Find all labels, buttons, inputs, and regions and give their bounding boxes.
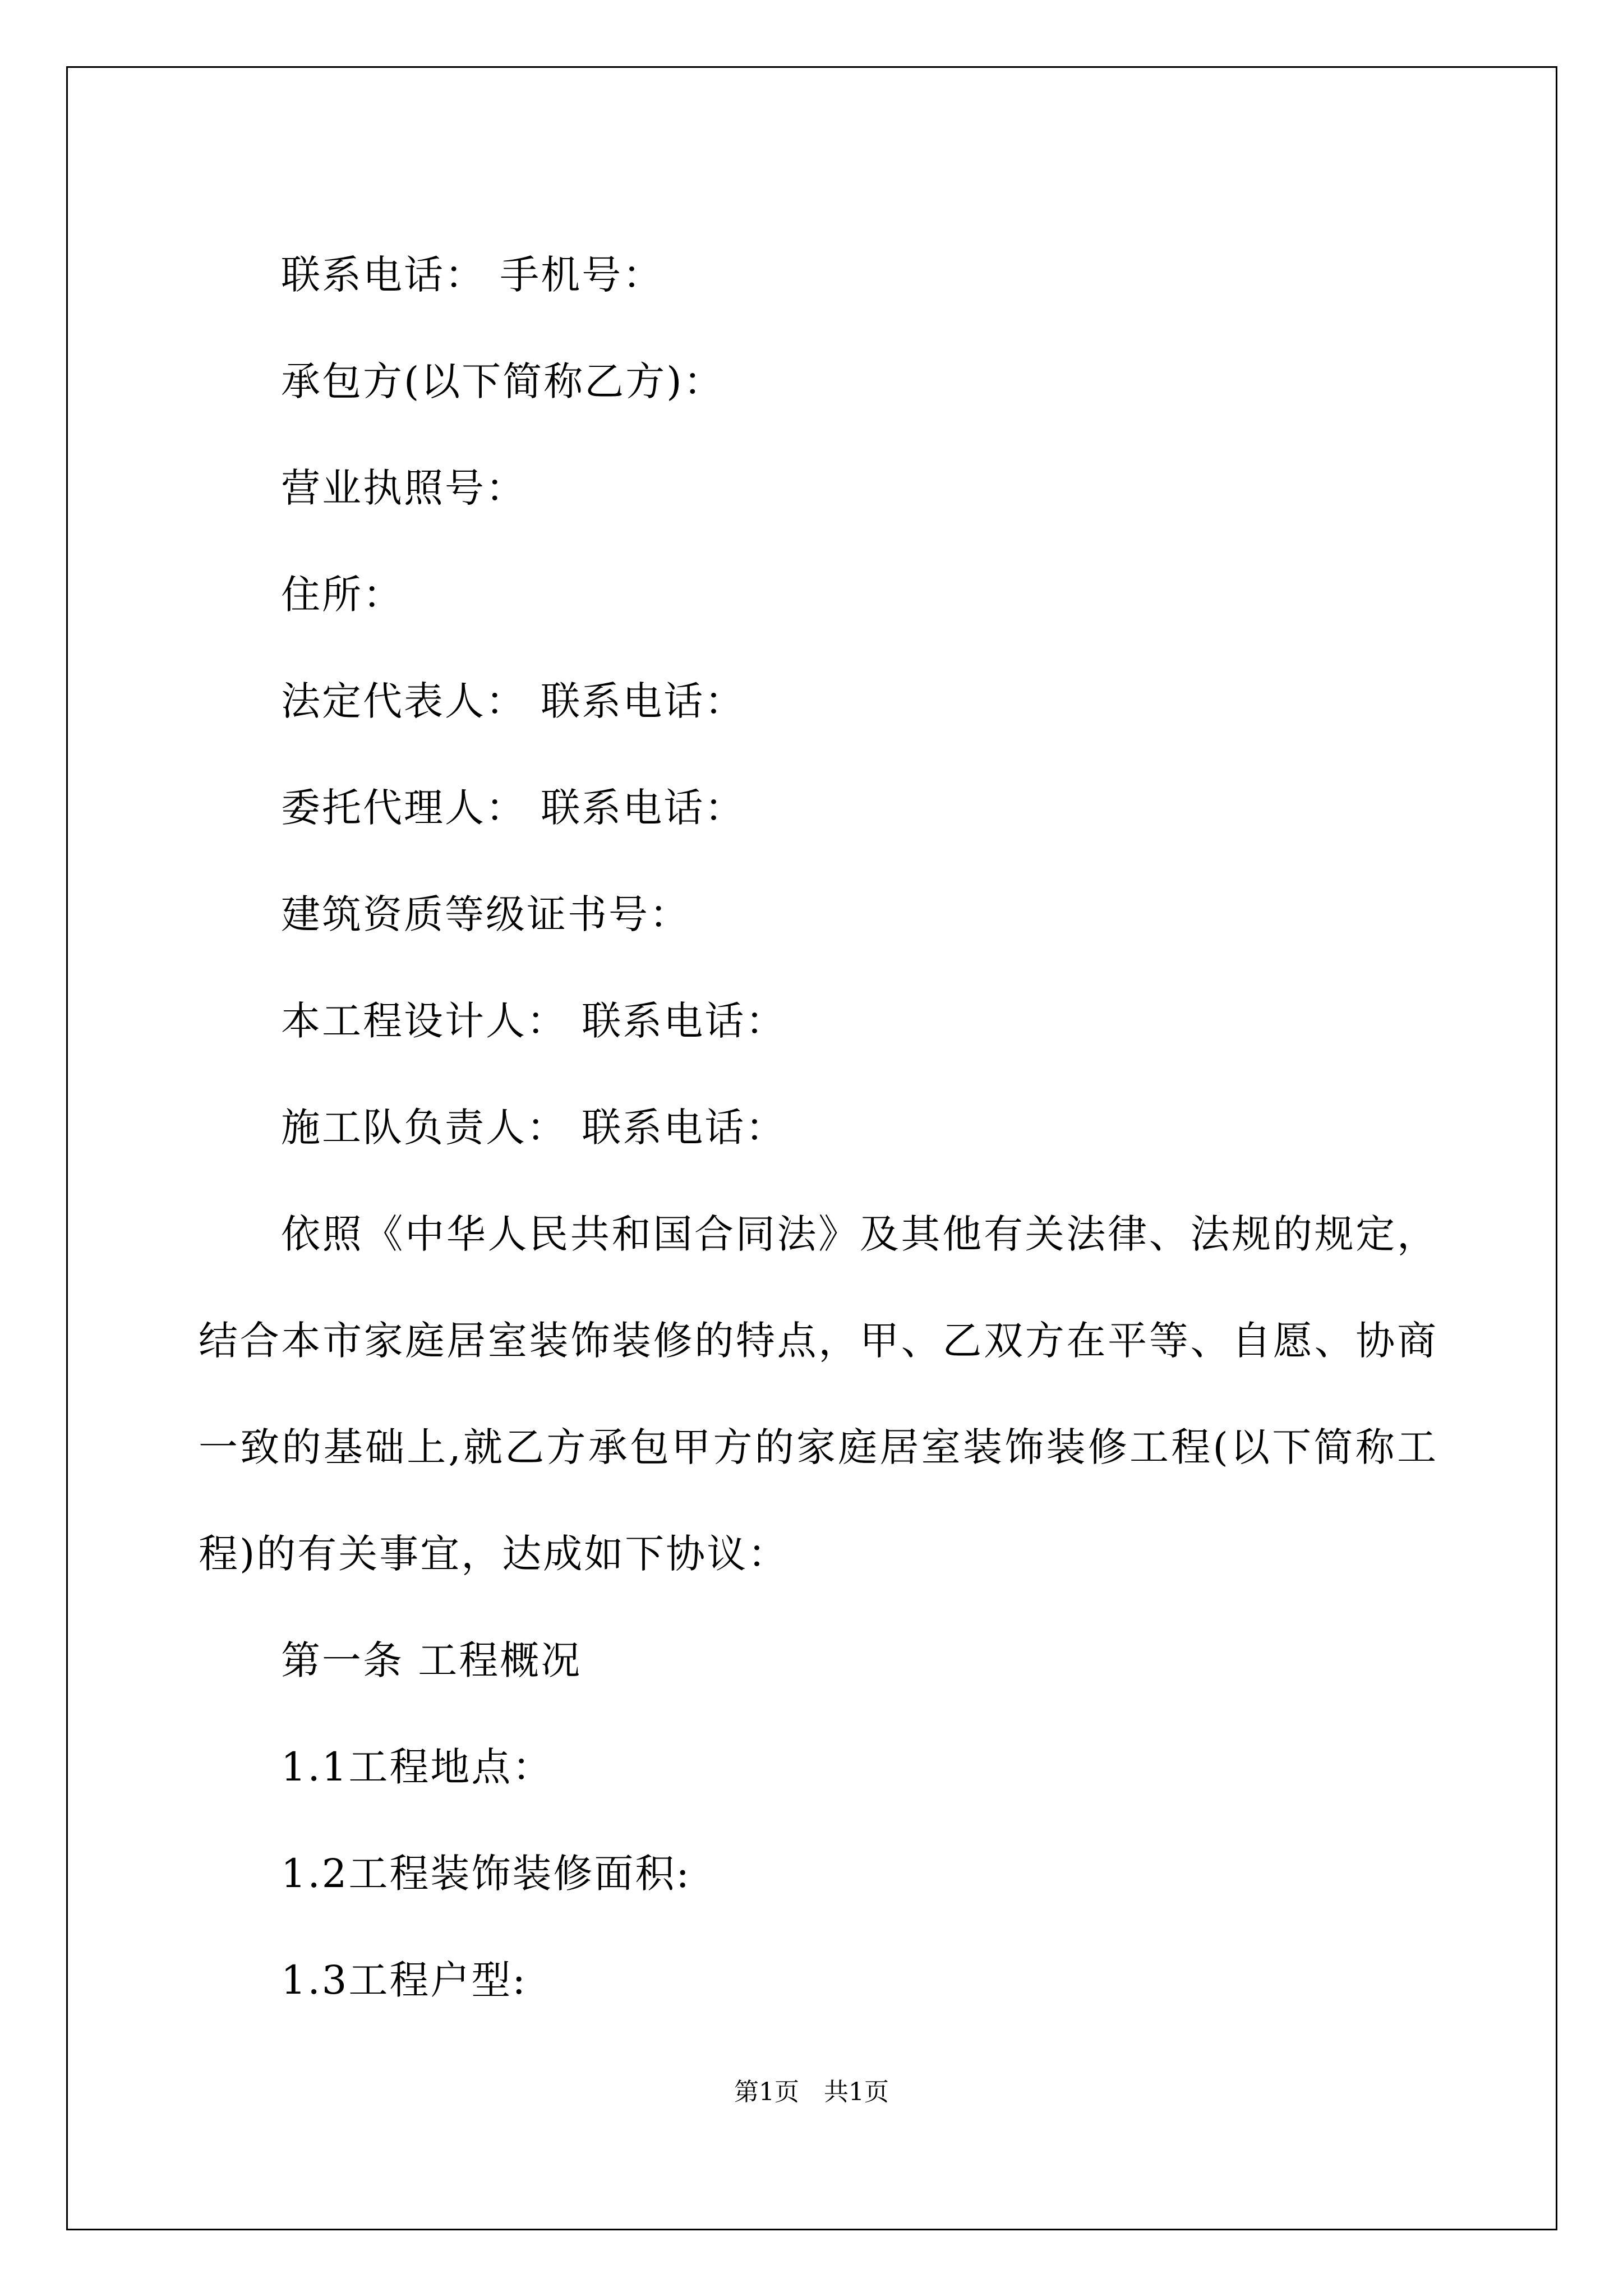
authorized-agent-line: 委托代理人： 联系电话： — [281, 785, 746, 831]
page-footer: 第1页 共1页 — [734, 2078, 889, 2106]
document-body — [199, 222, 1438, 2033]
contact-phone-line: 联系电话： 手机号： — [281, 252, 664, 298]
item-unit-type: 1.3工程户型: — [281, 1957, 527, 2003]
item-area: 1.2工程装饰装修面积: — [281, 1851, 691, 1897]
section-title: 第一条 工程概况 — [281, 1637, 582, 1683]
qualification-certificate-line: 建筑资质等级证书号： — [281, 891, 690, 937]
contractor-line: 承包方(以下简称乙方)： — [281, 358, 725, 404]
agreement-paragraph: 依照《中华人民共和国合同法》及其他有关法律、法规的规定，结合本市家庭居室装饰装修的特点，甲、乙双方在平等、自愿、协商一致的基础上,就乙方承包甲方的家庭居室装饰装修工程(以下简称工程)的有关事宜，达成如下协议： — [199, 1211, 1438, 1577]
team-leader-line: 施工队负责人： 联系电话： — [281, 1105, 787, 1151]
address-line: 住所： — [281, 572, 404, 618]
designer-line: 本工程设计人： 联系电话： — [281, 998, 787, 1044]
item-location: 1.1工程地点： — [281, 1744, 554, 1790]
legal-representative-line: 法定代表人： 联系电话： — [281, 678, 746, 724]
business-license-line: 营业执照号： — [281, 465, 527, 511]
